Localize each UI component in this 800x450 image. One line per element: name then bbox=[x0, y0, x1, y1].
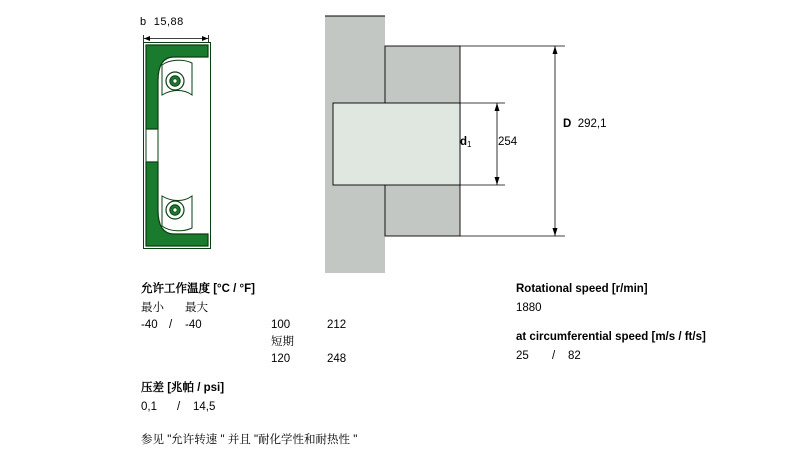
outer-diameter-symbol: D bbox=[563, 118, 572, 130]
pressure-mpa-value: 0,1 bbox=[141, 401, 157, 414]
temperature-column-headers bbox=[141, 302, 471, 319]
pressure-header: 压差 [兆帕 / psi] bbox=[141, 382, 225, 395]
reference-note: 参见 "允许转速 " 并且 "耐化学性和耐热性 " bbox=[141, 434, 358, 447]
pressure-separator: / bbox=[177, 401, 181, 414]
temp-min-fahrenheit: -40 bbox=[185, 319, 202, 332]
temp-short-fahrenheit: 248 bbox=[327, 353, 347, 366]
spacer-right bbox=[516, 319, 776, 331]
shaft-diameter-symbol: d bbox=[460, 136, 468, 148]
outer-diameter-dimension bbox=[563, 118, 606, 130]
temp-max-label: 最大 bbox=[185, 302, 208, 315]
temp-short-celsius: 120 bbox=[271, 353, 291, 366]
rotational-speed-value: 1880 bbox=[516, 302, 542, 315]
temp-short-term-label: 短期 bbox=[271, 336, 294, 349]
pressure-psi-value: 14,5 bbox=[193, 401, 216, 414]
shaft-diameter-value-wrap bbox=[498, 136, 517, 148]
seal-width-value: 15,88 bbox=[153, 16, 184, 28]
left-specifications bbox=[141, 283, 471, 446]
temp-max-celsius: 100 bbox=[271, 319, 291, 332]
temp-min-separator: / bbox=[169, 319, 173, 332]
circumferential-speed-separator: / bbox=[552, 350, 556, 363]
pressure-values-row bbox=[141, 401, 471, 418]
temperature-short-term-values bbox=[141, 353, 471, 370]
seal-width-dimension bbox=[140, 16, 184, 28]
seal-width-symbol: b bbox=[140, 16, 147, 28]
rotational-speed-value-row bbox=[516, 302, 776, 319]
temperature-header: 允许工作温度 [°C / °F] bbox=[141, 283, 255, 295]
spacer bbox=[141, 370, 471, 382]
seal-width-arrow-icon bbox=[143, 35, 209, 42]
circumferential-speed-fts: 82 bbox=[568, 350, 581, 363]
temperature-short-term-row bbox=[141, 336, 471, 353]
circumferential-speed-ms: 25 bbox=[516, 350, 529, 363]
seal-profile-graphic bbox=[143, 42, 211, 249]
circumferential-speed-values bbox=[516, 350, 776, 367]
shaft-diameter-subscript: 1 bbox=[467, 140, 472, 149]
shaft-diameter-dimension bbox=[460, 136, 471, 149]
shaft-diameter-value: 254 bbox=[498, 136, 518, 148]
outer-diameter-value: 292,1 bbox=[577, 118, 607, 130]
temperature-values-row bbox=[141, 319, 471, 336]
seal-cross-section-drawing bbox=[120, 8, 300, 268]
circumferential-speed-header: at circumferential speed [m/s / ft/s] bbox=[516, 331, 706, 344]
housing-arrangement-drawing bbox=[315, 8, 715, 273]
rotational-speed-header: Rotational speed [r/min] bbox=[516, 283, 648, 295]
temp-min-label: 最小 bbox=[141, 302, 164, 315]
temp-min-celsius: -40 bbox=[141, 319, 158, 332]
temp-max-fahrenheit: 212 bbox=[327, 319, 347, 332]
right-specifications bbox=[516, 283, 776, 367]
